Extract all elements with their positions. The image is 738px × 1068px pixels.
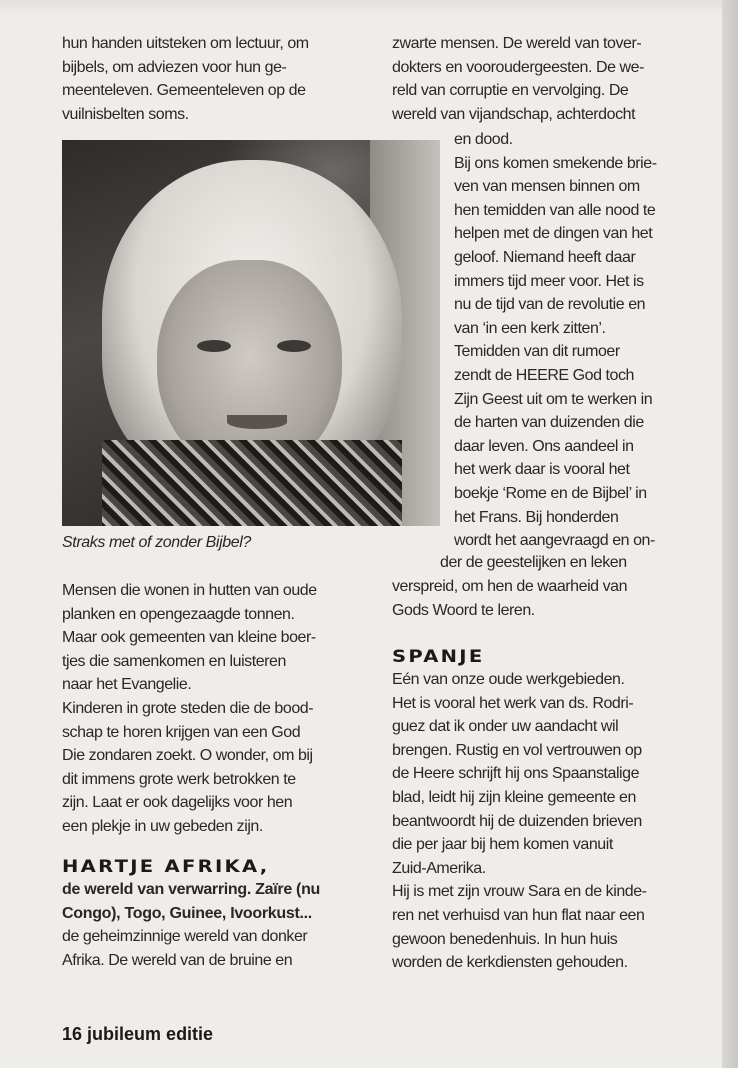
text-line: het werk daar is vooral het: [454, 461, 630, 479]
heading-hartje-afrika: HARTJE AFRIKA,: [62, 857, 270, 877]
page-top-shadow: [0, 0, 738, 14]
text-line: Eén van onze oude werkgebieden.: [392, 671, 625, 688]
text-line: van ‘in een kerk zitten’.: [454, 319, 606, 337]
heading-spanje: SPANJE: [392, 647, 485, 667]
publication-label: jubileum editie: [87, 1024, 214, 1044]
text-line: geloof. Niemand heeft daar: [454, 249, 636, 266]
page-footer: [62, 1024, 213, 1045]
photo-eye: [277, 340, 311, 352]
text-line: Zijn Geest uit om te werken in: [454, 390, 653, 408]
text-line: hun handen uitsteken om lectuur, om: [62, 35, 309, 52]
text-line: helpen met de dingen van het: [454, 225, 653, 243]
text-line: meenteleven. Gemeenteleven op de: [62, 82, 306, 100]
text-line: ven van mensen binnen om: [454, 178, 640, 196]
page-edge: [722, 0, 738, 1068]
text-line: nu de tijd van de revolutie en: [454, 296, 646, 314]
text-line: boekje ‘Rome en de Bijbel’ in: [454, 485, 647, 502]
text-line: gewoon benedenhuis. In hun huis: [392, 930, 618, 948]
page-number: 16: [62, 1024, 83, 1044]
text-line: de geheimzinnige wereld van donker: [62, 928, 308, 945]
text-line: Temidden van dit rumoer: [454, 343, 620, 361]
text-line: wereld van vijandschap, achterdocht: [392, 105, 636, 123]
text-line: immers tijd meer voor. Het is: [454, 272, 644, 290]
text-line: Zuid-Amerika.: [392, 859, 486, 877]
text-line: zwarte mensen. De wereld van tover-: [392, 35, 642, 52]
text-line: reld van corruptie en vervolging. De: [392, 82, 629, 100]
text-line: ren net verhuisd van hun flat naar een: [392, 907, 645, 924]
text-line: en dood.: [454, 131, 513, 148]
text-line: Mensen die wonen in hutten van oude: [62, 582, 317, 599]
text-line: wordt het aangevraagd en on-: [454, 532, 655, 550]
text-line: guez dat ik onder uw aandacht wil: [392, 718, 619, 736]
text-line: Die zondaren zoekt. O wonder, om bij: [62, 747, 313, 765]
photo-eye: [197, 340, 231, 352]
text-line: verspreid, om hen de waarheid van: [392, 578, 628, 595]
text-line: beantwoordt hij de duizenden brieven: [392, 812, 642, 830]
text-line: Bij ons komen smekende brie-: [454, 154, 657, 172]
text-line: Hij is met zijn vrouw Sara en de kinde-: [392, 883, 647, 901]
text-line: hen temidden van alle nood te: [454, 201, 656, 219]
text-line: blad, leidt hij zijn kleine gemeente en: [392, 789, 636, 806]
text-line: planken en opengezaagde tonnen.: [62, 605, 295, 623]
text-line: Afrika. De wereld van de bruine en: [62, 951, 293, 969]
text-line: vuilnisbelten soms.: [62, 105, 189, 123]
text-line: naar het Evangelie.: [62, 676, 192, 694]
text-line: Gods Woord te leren.: [392, 601, 535, 619]
text-line: de harten van duizenden die: [454, 414, 644, 432]
text-line: Kinderen in grote steden die de bood-: [62, 700, 314, 717]
text-line: dokters en vooroudergeesten. De we-: [392, 58, 644, 76]
text-line: een plekje in uw gebeden zijn.: [62, 818, 263, 835]
text-line: zendt de HEERE God toch: [454, 367, 634, 384]
text-line: tjes die samenkomen en luisteren: [62, 652, 286, 670]
text-line: brengen. Rustig en vol vertrouwen op: [392, 741, 642, 759]
photo-scarf: [102, 440, 402, 526]
text-line: dit immens grote werk betrokken te: [62, 770, 296, 788]
text-line: het Frans. Bij honderden: [454, 508, 619, 526]
text-line: de wereld van verwarring. Zaïre (nu: [62, 881, 321, 898]
text-line: daar leven. Ons aandeel in: [454, 437, 634, 455]
text-line: die per jaar bij hem komen vanuit: [392, 836, 613, 854]
text-line: Het is vooral het werk van ds. Rodri-: [392, 694, 634, 712]
text-line: schap te horen krijgen van een God: [62, 723, 301, 741]
text-line: Maar ook gemeenten van kleine boer-: [62, 629, 316, 647]
photo-child-in-hood: [62, 140, 440, 526]
text-line: der de geestelijken en leken: [440, 554, 627, 571]
photo-caption: Straks met of zonder Bijbel?: [62, 534, 251, 551]
photo-mouth: [227, 415, 287, 429]
text-line: Congo), Togo, Guinee, Ivoorkust...: [62, 904, 312, 922]
text-line: zijn. Laat er ook dagelijks voor hen: [62, 794, 293, 812]
text-line: bijbels, om adviezen voor hun ge-: [62, 58, 287, 76]
text-line: worden de kerkdiensten gehouden.: [392, 954, 628, 972]
text-line: de Heere schrijft hij ons Spaanstalige: [392, 765, 640, 783]
